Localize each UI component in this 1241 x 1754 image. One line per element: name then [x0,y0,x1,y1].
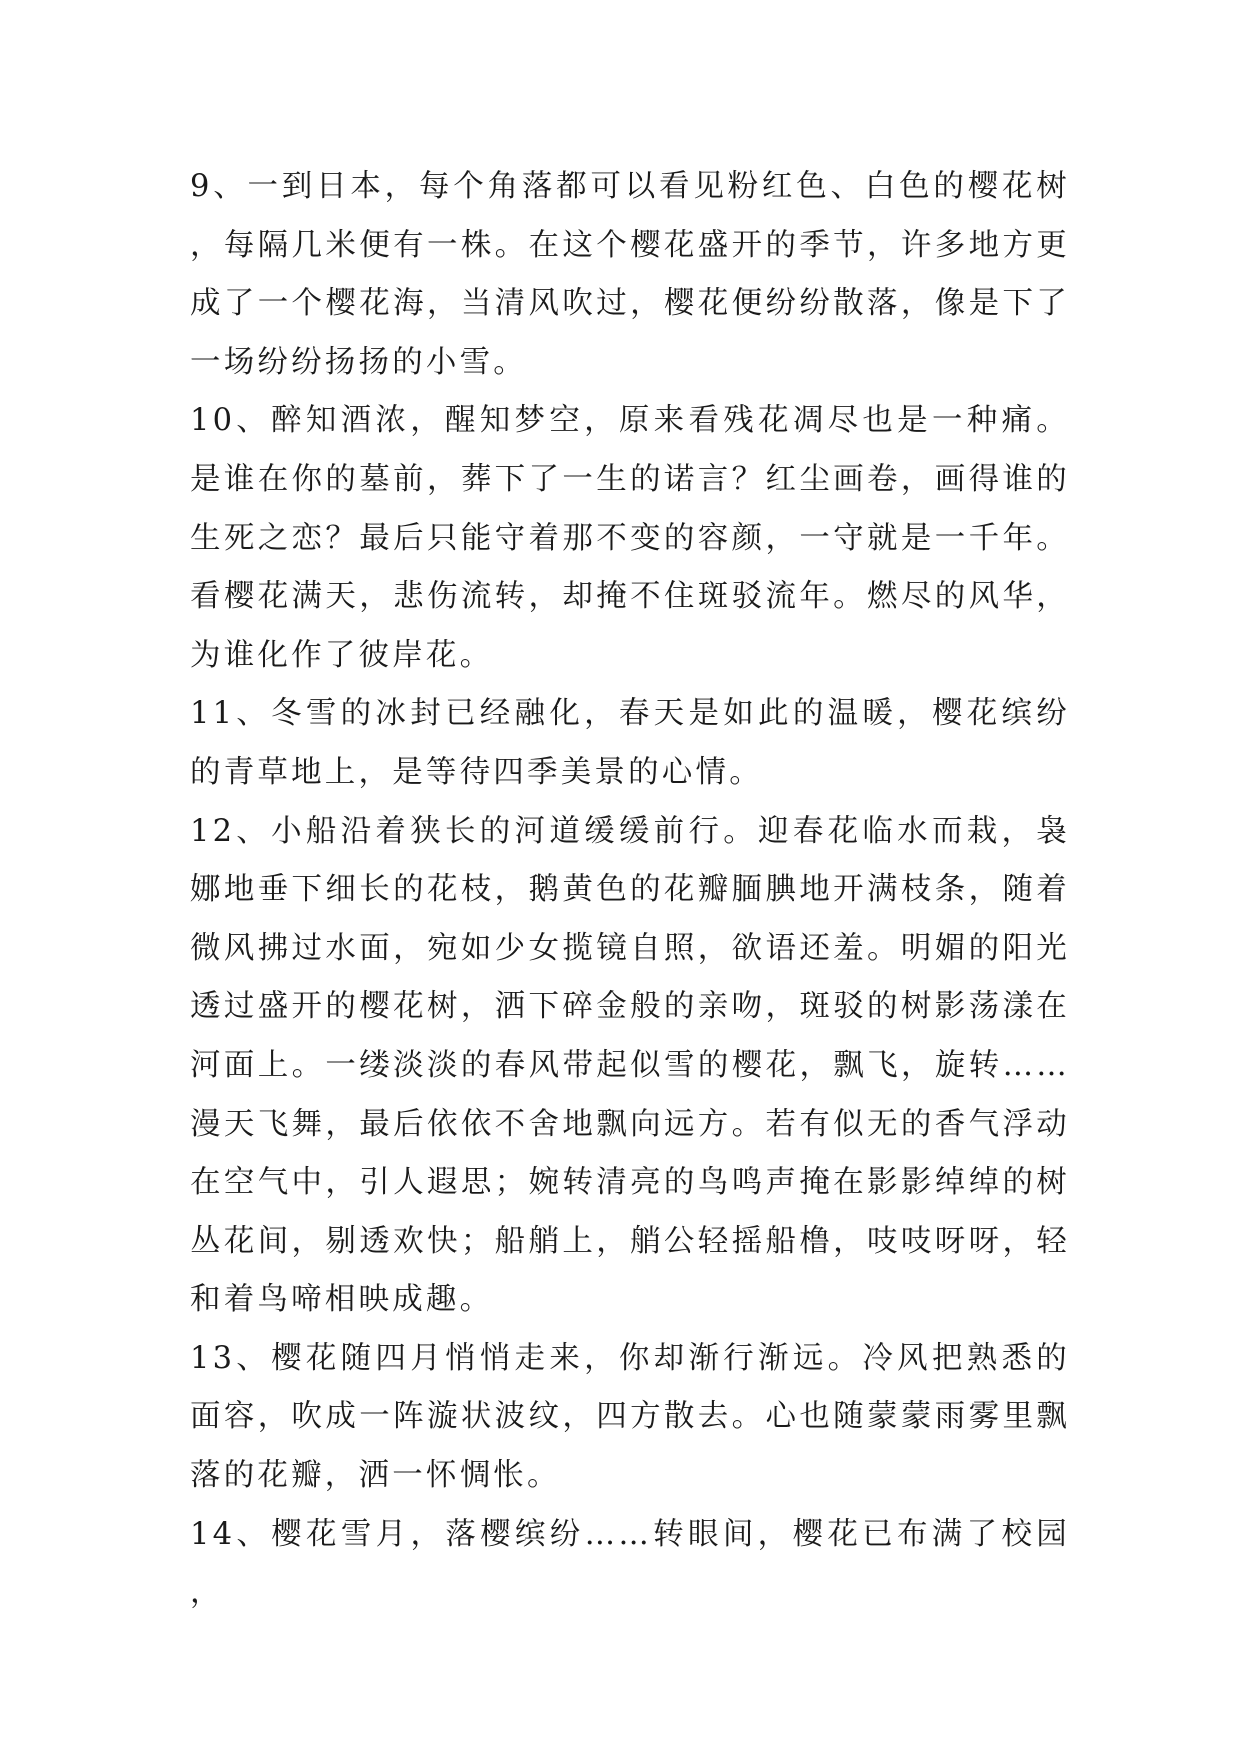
paragraph-14: 14、樱花雪月，落樱缤纷……转眼间，樱花已布满了校园， [190,1516,1070,1611]
paragraph-9: 9、一到日本，每个角落都可以看见粉红色、白色的樱花树，每隔几米便有一株。在这个樱花盛开的季节，许多地方更成了一个樱花海，当清风吹过，樱花便纷纷散落，像是下了一场纷纷扬扬的小雪。 [190,169,1070,380]
paragraph-11: 11、冬雪的冰封已经融化，春天是如此的温暖，樱花缤纷的青草地上，是等待四季美景的心情。 [190,696,1070,790]
paragraph-10: 10、醉知酒浓，醒知梦空，原来看残花凋尽也是一种痛。是谁在你的墓前，葬下了一生的诺言？红尘画卷，画得谁的生死之恋？最后只能守着那不变的容颜，一守就是一千年。看樱花满天，悲伤流转，却掩不住斑驳流年。燃尽的风华，为谁化作了彼岸花。 [190,403,1070,673]
paragraph-13: 13、樱花随四月悄悄走来，你却渐行渐远。冷风把熟悉的面容，吹成一阵漩状波纹，四方散去。心也随蒙蒙雨雾里飘落的花瓣，洒一怀惆怅。 [190,1340,1070,1494]
paragraph-12: 12、小船沿着狭长的河道缓缓前行。迎春花临水而栽，袅娜地垂下细长的花枝，鹅黄色的花瓣腼腆地开满枝条，随着微风拂过水面，宛如少女揽镜自照，欲语还羞。明媚的阳光透过盛开的樱花树，洒下碎金般的亲吻，斑驳的树影荡漾在河面上。一缕淡淡的春风带起似雪的樱花，飘飞，旋转……漫天飞舞，最后依依不舍地飘向远方。若有似无的香气浮动在空气中，引人遐思；婉转清亮的鸟鸣声掩在影影绰绰的树丛花间，剔透欢快；船艄上，艄公轻摇船橹，吱吱呀呀，轻和着鸟啼相映成趣。 [190,813,1070,1318]
document-body [190,158,1070,1623]
